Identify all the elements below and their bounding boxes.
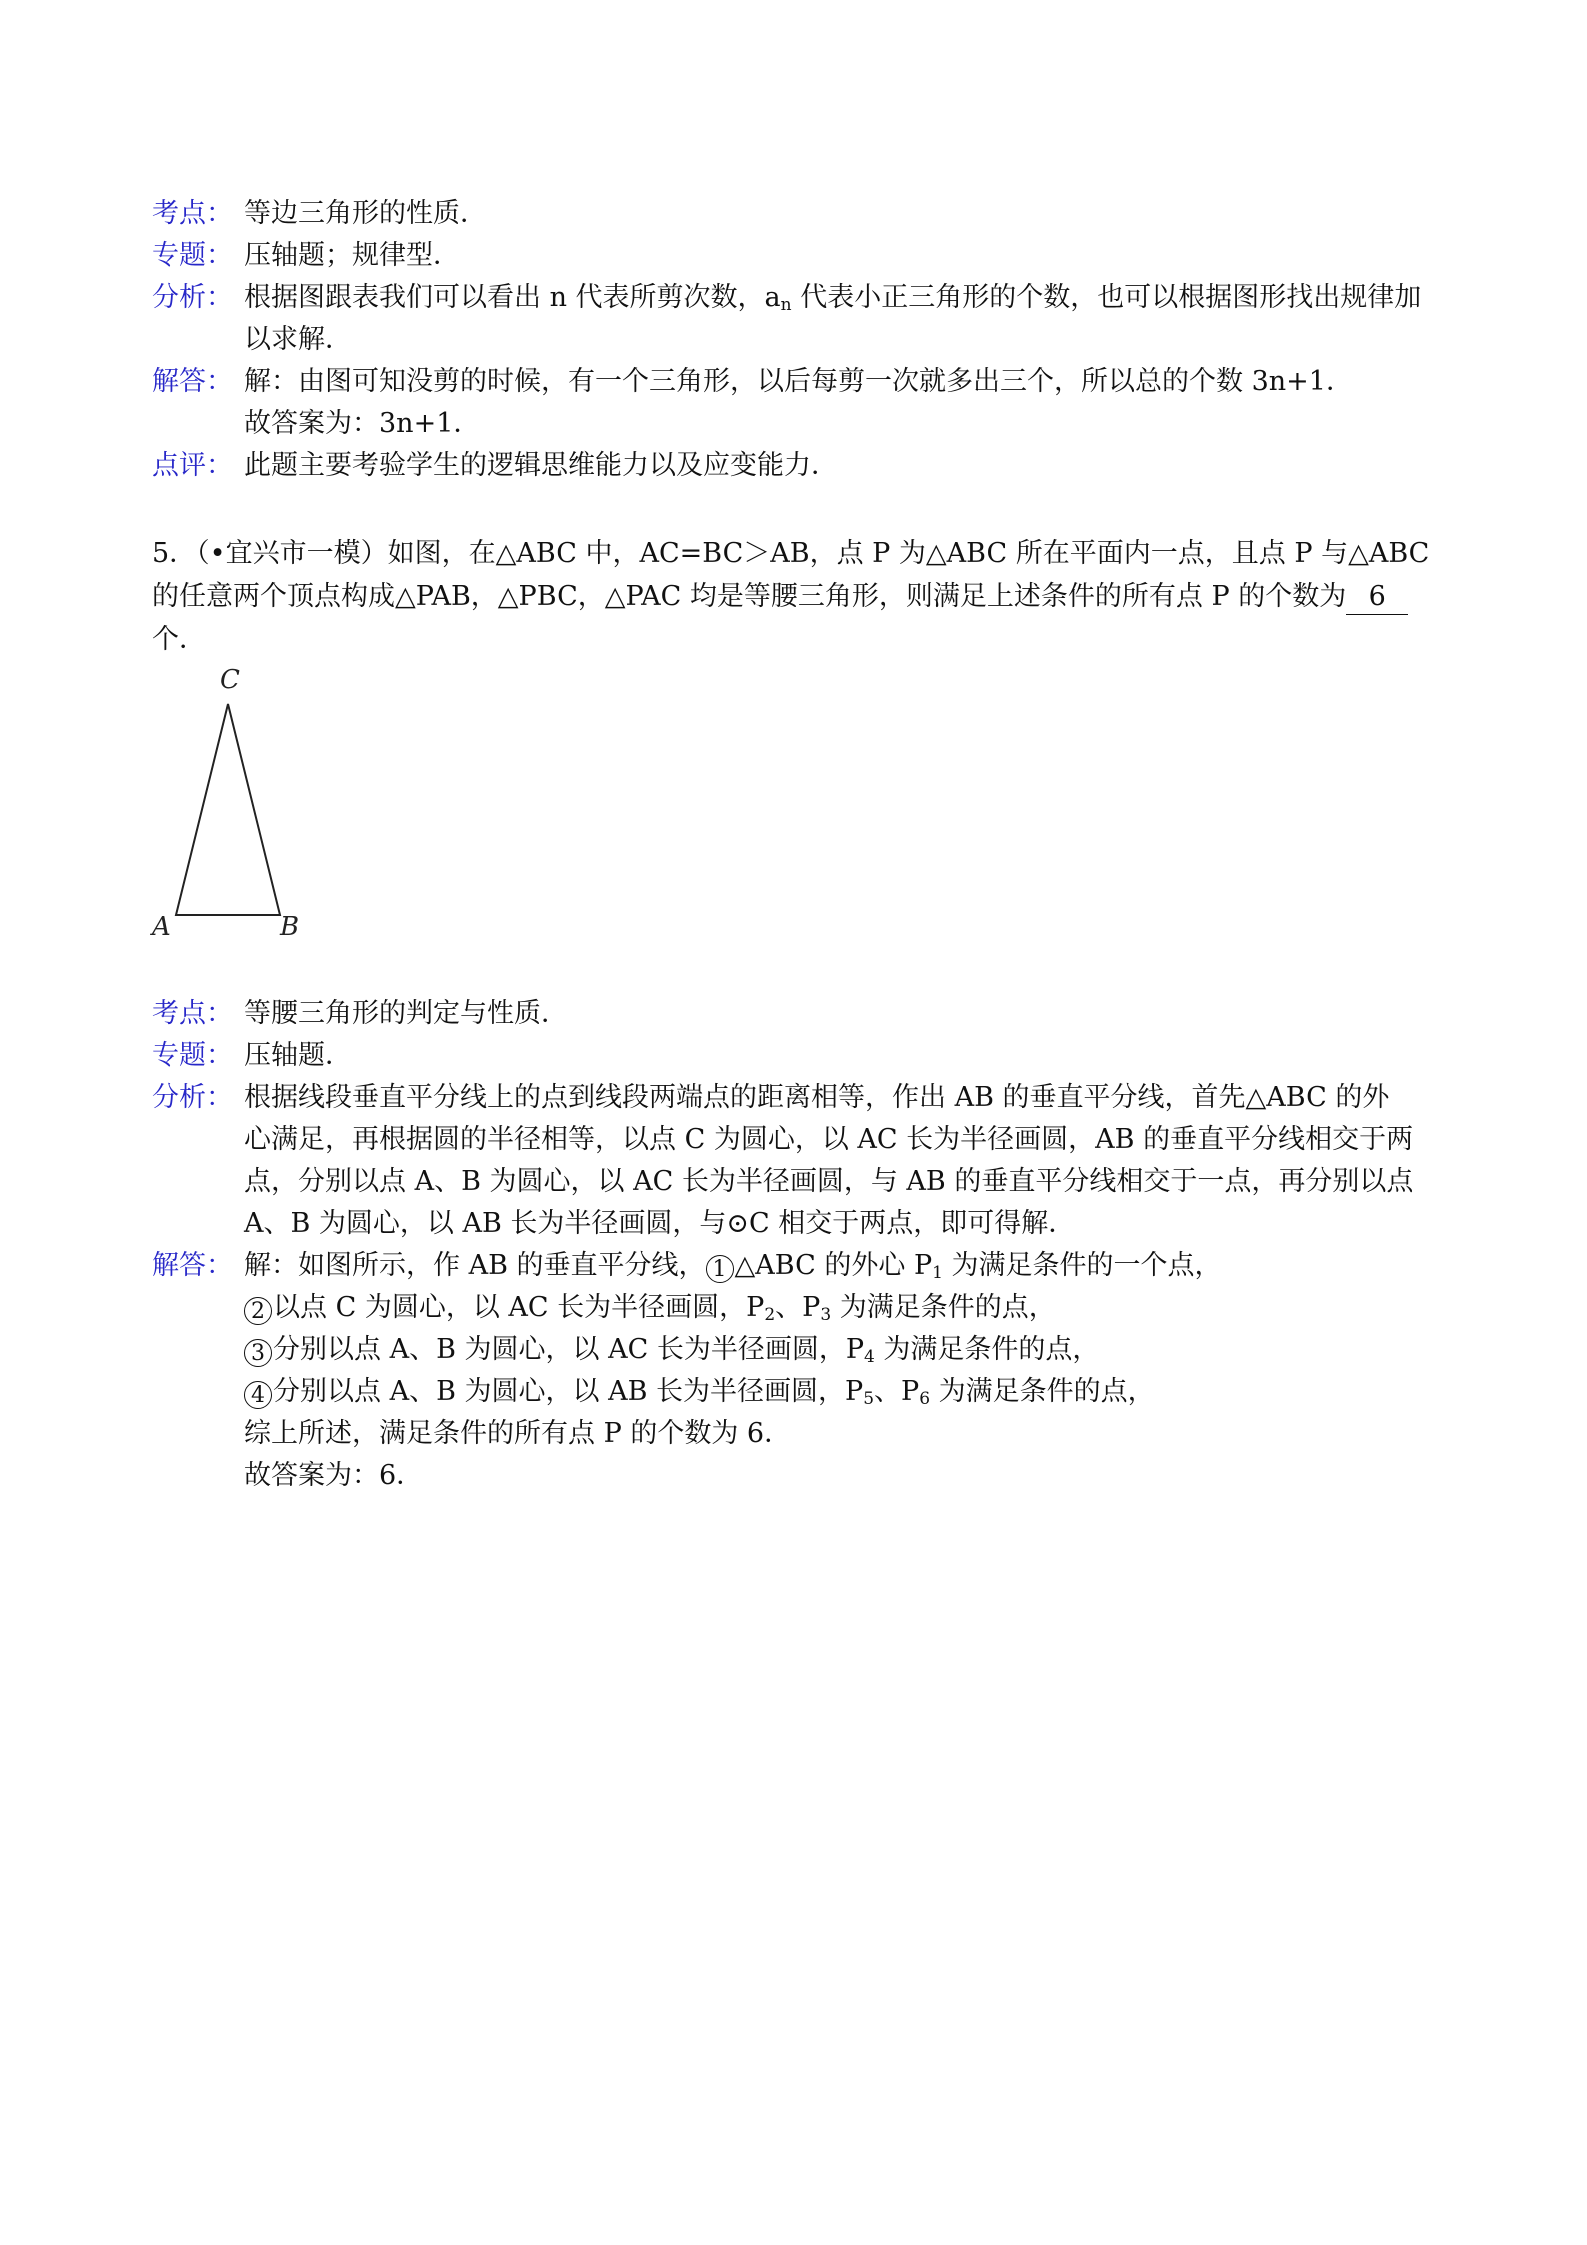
kaodian-text: 等边三角形的性质． xyxy=(244,198,487,229)
jieda-line-1: 解：由图可知没剪的时候，有一个三角形，以后每剪一次就多出三个，所以总的个数 3n+1． xyxy=(244,366,1353,397)
fenxi-text-2 xyxy=(244,1077,1452,1245)
vertex-label-c: C xyxy=(220,665,240,695)
jieda2-line-4 xyxy=(244,1371,1452,1413)
jieda-row-2 xyxy=(152,1245,1452,1497)
zhuanti-text: 压轴题；规律型． xyxy=(244,240,460,271)
jieda2-l3-a: 分别以点 A、B 为圆心，以 AC 长为半径画圆，P xyxy=(273,1334,864,1365)
jieda-row xyxy=(152,361,1452,445)
jieda2-l2-sub2: 3 xyxy=(820,1305,832,1325)
question-5-line-3: 个． xyxy=(152,624,206,655)
fenxi-subscript: n xyxy=(780,295,792,315)
jieda-text-2 xyxy=(244,1245,1452,1497)
fenxi2-line-4: A、B 为圆心，以 AB 长为半径画圆，与⊙C 相交于两点，即可得解． xyxy=(244,1208,1076,1239)
jieda2-l2-sub1: 2 xyxy=(764,1305,776,1325)
jieda2-l4-b: 、P xyxy=(874,1376,920,1407)
question-5-line-1: 5．（•宜兴市一模）如图，在△ABC 中，AC=BC＞AB，点 P 为△ABC 所在平面内一点，且点 P 与△ABC xyxy=(152,538,1430,569)
fenxi2-line-1: 根据线段垂直平分线上的点到线段两端点的距离相等，作出 AB 的垂直平分线，首先△ABC 的外 xyxy=(244,1082,1390,1113)
question-5-line-2 xyxy=(152,575,1452,618)
jieda2-l2-b: 、P xyxy=(775,1292,821,1323)
dianping-label: 点评： xyxy=(152,450,233,481)
kaodian-row-2 xyxy=(152,993,1452,1035)
solution-block-1 xyxy=(152,193,1452,487)
fenxi-line-1-pre: 根据图跟表我们可以看出 n 代表所剪次数，a xyxy=(244,282,781,313)
kaodian-text-2: 等腰三角形的判定与性质． xyxy=(244,998,568,1029)
dianping-row xyxy=(152,445,1452,487)
zhuanti-label: 专题： xyxy=(152,240,233,271)
jieda2-l4-sub1: 5 xyxy=(863,1389,875,1409)
fenxi-line-1-post: 代表小正三角形的个数，也可以根据图形找出规律加 xyxy=(791,282,1422,313)
jieda-line-2: 故答案为：3n+1． xyxy=(244,408,481,439)
fenxi-row xyxy=(152,277,1452,361)
jieda2-l4-c: 为满足条件的点， xyxy=(930,1376,1155,1407)
jieda2-l1-post: 为满足条件的一个点， xyxy=(942,1250,1222,1281)
zhuanti-row-2 xyxy=(152,1035,1452,1077)
jieda2-l2-a: 以点 C 为圆心，以 AC 长为半径画圆，P xyxy=(273,1292,765,1323)
dianping-text: 此题主要考验学生的逻辑思维能力以及应变能力． xyxy=(244,450,838,481)
triangle-diagram xyxy=(140,662,320,942)
question-5-line-2-text: 的任意两个顶点构成△PAB，△PBC，△PAC 均是等腰三角形，则满足上述条件的所有点 P 的个数为 xyxy=(152,581,1347,612)
fenxi-label: 分析： xyxy=(152,282,233,313)
fenxi2-line-3: 点，分别以点 A、B 为圆心，以 AC 长为半径画圆，与 AB 的垂直平分线相交于一点，再分别以点 xyxy=(244,1166,1414,1197)
triangle-figure xyxy=(140,662,320,942)
zhuanti-row xyxy=(152,235,1452,277)
zhuanti-text-2: 压轴题． xyxy=(244,1040,352,1071)
jieda2-line-1 xyxy=(244,1245,1452,1287)
jieda-label-2: 解答： xyxy=(152,1250,233,1281)
jieda2-l4-a: 分别以点 A、B 为圆心，以 AB 长为半径画圆，P xyxy=(273,1376,864,1407)
solution-block-2 xyxy=(152,993,1452,1497)
jieda2-l2-c: 为满足条件的点， xyxy=(831,1292,1056,1323)
vertex-label-a: A xyxy=(152,912,171,942)
jieda2-line-5: 综上所述，满足条件的所有点 P 的个数为 6． xyxy=(244,1418,792,1449)
jieda2-l3-b: 为满足条件的点， xyxy=(874,1334,1100,1365)
jieda2-l1-sub: 1 xyxy=(932,1263,943,1283)
kaodian-label-2: 考点： xyxy=(152,998,233,1029)
vertex-label-b: B xyxy=(280,912,300,942)
jieda2-l1-pre: 解：如图所示，作 AB 的垂直平分线， xyxy=(244,1250,706,1281)
kaodian-label: 考点： xyxy=(152,198,233,229)
circled-number-4: 4 xyxy=(244,1381,272,1409)
jieda2-line-2 xyxy=(244,1287,1452,1329)
kaodian-row xyxy=(152,193,1452,235)
jieda-label: 解答： xyxy=(152,366,233,397)
fenxi-text xyxy=(244,277,1452,361)
fenxi2-line-2: 心满足，再根据圆的半径相等，以点 C 为圆心，以 AC 长为半径画圆，AB 的垂直平分线相交于两 xyxy=(244,1124,1414,1155)
fenxi-line-1 xyxy=(244,277,1452,319)
circled-number-3: 3 xyxy=(244,1339,272,1367)
fenxi-line-2: 以求解． xyxy=(244,324,352,355)
jieda2-line-6: 故答案为：6． xyxy=(244,1460,424,1491)
jieda2-l4-sub2: 6 xyxy=(919,1389,931,1409)
jieda2-l3-sub: 4 xyxy=(864,1347,875,1367)
triangle-abc xyxy=(176,704,280,915)
fenxi-label-2: 分析： xyxy=(152,1082,233,1113)
circled-number-2: 2 xyxy=(244,1297,272,1325)
circled-number-1: 1 xyxy=(706,1255,734,1283)
jieda2-line-3 xyxy=(244,1329,1452,1371)
fenxi-row-2 xyxy=(152,1077,1452,1245)
jieda2-l1-mid: △ABC 的外心 P xyxy=(734,1250,933,1281)
answer-blank: 6 xyxy=(1346,580,1408,615)
zhuanti-label-2: 专题： xyxy=(152,1040,233,1071)
question-5 xyxy=(152,532,1452,661)
jieda-text xyxy=(244,361,1452,445)
